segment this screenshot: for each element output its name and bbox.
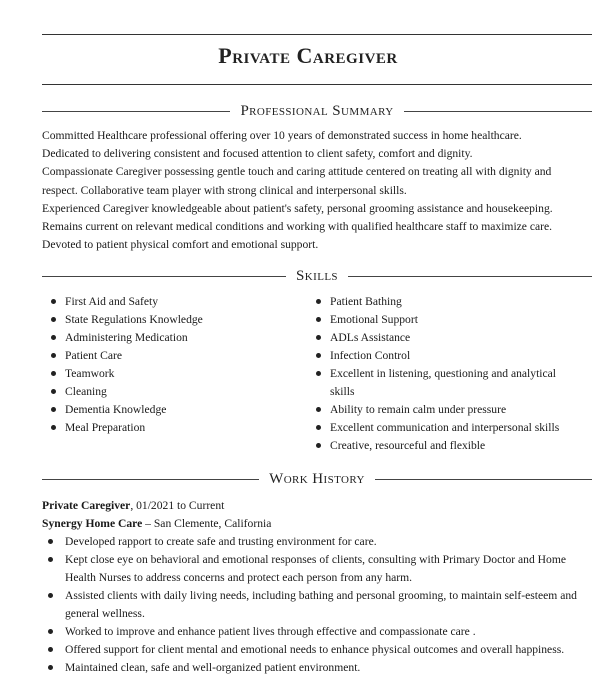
top-rule — [42, 34, 592, 35]
list-item: Ability to remain calm under pressure — [313, 401, 583, 419]
list-item: Patient Care — [48, 347, 288, 365]
divider — [42, 479, 259, 480]
list-item: Infection Control — [313, 347, 583, 365]
list-item: Developed rapport to create safe and trusting environment for care. — [65, 533, 587, 551]
skills-heading — [42, 266, 592, 286]
list-item: State Regulations Knowledge — [48, 311, 288, 329]
summary-line: Compassionate Caregiver possessing gentle touch and caring attitude centered on treating all with dignity and — [42, 165, 552, 179]
divider — [348, 276, 592, 277]
list-item: Kept close eye on behavioral and emotional responses of clients, consulting with Primary Doctor and Home Health Nurses to address concerns and protect each person from any harm. — [65, 551, 587, 587]
list-item: Cleaning — [48, 383, 288, 401]
list-item: Maintained clean, safe and well-organized patient environment. — [65, 659, 587, 677]
job-title-line — [42, 497, 587, 515]
location: – San Clemente, California — [142, 517, 272, 530]
section-title: Professional Summary — [240, 102, 394, 119]
divider — [404, 111, 592, 112]
list-item: Emotional Support — [313, 311, 583, 329]
divider — [375, 479, 592, 480]
summary-line: Committed Healthcare professional offering over 10 years of demonstrated success in home healthcare. — [42, 129, 522, 142]
work-heading — [42, 469, 592, 489]
list-item: Meal Preparation — [48, 419, 288, 437]
list-item: Offered support for client mental and emotional needs to enhance physical outcomes and overall happiness. — [65, 641, 587, 659]
list-item: Excellent in listening, questioning and analytical skills — [313, 365, 583, 401]
employer-line — [42, 515, 587, 533]
list-item: Assisted clients with daily living needs, including bathing and personal grooming, to maintain self-esteem and general wellness. — [65, 587, 587, 623]
skills-right-list — [313, 293, 583, 455]
summary-line: Devoted to patient physical comfort and emotional support. — [42, 238, 319, 252]
employer: Synergy Home Care — [42, 517, 143, 530]
summary-text — [42, 127, 582, 254]
summary-line: Remains current on relevant medical conditions and working with qualified healthcare staff to maximize care. — [42, 220, 553, 234]
divider — [42, 111, 230, 112]
summary-heading — [42, 101, 592, 121]
list-item: Creative, resourceful and flexible — [313, 437, 583, 455]
section-title: Skills — [296, 267, 338, 284]
summary-line: Experienced Caregiver knowledgeable about patient's safety, personal grooming assistance and housekeeping. — [42, 201, 553, 215]
list-item: ADLs Assistance — [313, 329, 583, 347]
divider — [42, 276, 286, 277]
skills-left-list — [48, 293, 288, 437]
work-entry — [42, 497, 587, 677]
title-underline — [42, 84, 592, 85]
list-item: Teamwork — [48, 365, 288, 383]
section-title: Work History — [269, 470, 365, 487]
summary-line: Dedicated to delivering consistent and focused attention to client safety, comfort and dignity. — [42, 147, 473, 161]
list-item: Patient Bathing — [313, 293, 583, 311]
list-item: Worked to improve and enhance patient lives through effective and compassionate care . — [65, 623, 587, 641]
page-title: Private Caregiver — [218, 43, 398, 68]
list-item: Dementia Knowledge — [48, 401, 288, 419]
job-title: Private Caregiver — [42, 499, 131, 512]
job-bullets — [42, 533, 587, 677]
summary-line: respect. Collaborative team player with strong clinical and interpersonal skills. — [42, 183, 407, 197]
list-item: First Aid and Safety — [48, 293, 288, 311]
job-dates: , 01/2021 to Current — [130, 499, 225, 512]
list-item: Administering Medication — [48, 329, 288, 347]
list-item: Excellent communication and interpersonal skills — [313, 419, 583, 437]
